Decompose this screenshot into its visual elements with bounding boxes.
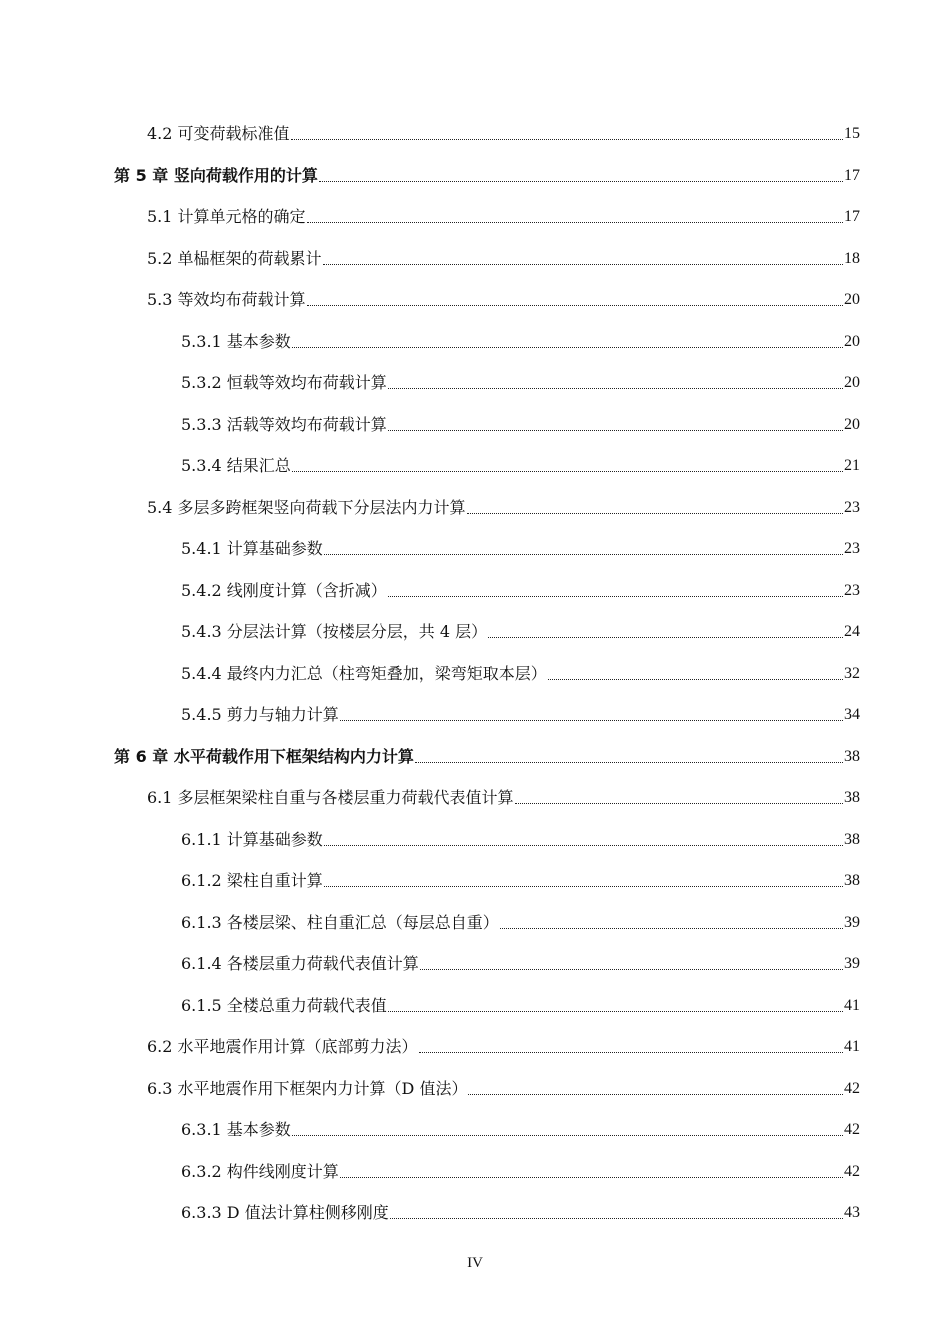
toc-entry-title: 5.4.3 分层法计算（按楼层分层，共 4 层）	[181, 622, 488, 641]
toc-leader-dots	[340, 1176, 843, 1178]
toc-section-entry[interactable]	[181, 456, 860, 476]
toc-entry-page-number: 38	[844, 830, 860, 848]
toc-entry-title: 6.1.4 各楼层重力荷载代表值计算	[181, 954, 419, 973]
toc-leader-dots	[548, 678, 843, 680]
toc-entry-title: 5.1 计算单元格的确定	[147, 207, 306, 226]
toc-leader-dots	[340, 719, 843, 721]
toc-section-entry[interactable]	[181, 332, 860, 352]
toc-entry-title: 5.4.1 计算基础参数	[181, 539, 323, 558]
toc-leader-dots	[415, 761, 843, 763]
toc-leader-dots	[291, 138, 843, 140]
toc-entry-title: 6.3.3 D 值法计算柱侧移刚度	[181, 1203, 389, 1222]
toc-leader-dots	[324, 885, 843, 887]
toc-leader-dots	[319, 180, 843, 182]
toc-section-entry[interactable]	[147, 1037, 860, 1057]
toc-section-entry[interactable]	[181, 539, 860, 559]
toc-section-entry[interactable]	[147, 124, 860, 144]
toc-section-entry[interactable]	[181, 996, 860, 1016]
toc-entry-page-number: 38	[844, 872, 860, 889]
toc-entry-page-number: 21	[844, 457, 860, 474]
toc-entry-page-number: 17	[844, 208, 860, 225]
toc-entry-page-number: 41	[844, 996, 860, 1014]
toc-entry-title: 6.3 水平地震作用下框架内力计算（D 值法）	[147, 1078, 468, 1098]
toc-leader-dots	[388, 387, 843, 389]
toc-entry-page-number: 32	[844, 664, 860, 682]
toc-section-entry[interactable]	[181, 373, 860, 393]
toc-entry-title: 5.3.1 基本参数	[181, 331, 291, 351]
toc-section-entry[interactable]	[181, 871, 860, 891]
toc-section-entry[interactable]	[181, 1203, 860, 1223]
toc-entry-page-number: 20	[844, 374, 860, 391]
toc-section-entry[interactable]	[147, 290, 860, 310]
toc-leader-dots	[292, 1134, 843, 1136]
toc-entry-page-number: 42	[844, 1162, 860, 1180]
toc-section-entry[interactable]	[147, 1079, 860, 1099]
toc-leader-dots	[515, 802, 843, 804]
toc-entry-title: 6.1.3 各楼层梁、柱自重汇总（每层总自重）	[181, 912, 499, 932]
toc-entry-title: 第 5 章 竖向荷载作用的计算	[114, 165, 318, 185]
toc-entry-title: 5.4 多层多跨框架竖向荷载下分层法内力计算	[147, 497, 466, 517]
toc-leader-dots	[388, 595, 843, 597]
toc-section-entry[interactable]	[147, 207, 860, 227]
toc-entry-page-number: 24	[844, 623, 860, 640]
toc-entry-page-number: 17	[844, 166, 860, 184]
toc-leader-dots	[324, 844, 843, 846]
toc-section-entry[interactable]	[181, 1162, 860, 1182]
toc-section-entry[interactable]	[181, 913, 860, 933]
toc-entry-title: 5.4.5 剪力与轴力计算	[181, 705, 339, 724]
toc-entry-title: 6.3.2 构件线刚度计算	[181, 1161, 339, 1181]
toc-entry-page-number: 41	[844, 1038, 860, 1055]
toc-entry-page-number: 20	[844, 332, 860, 350]
toc-entry-title: 5.2 单榀框架的荷载累计	[147, 248, 322, 268]
toc-entry-title: 5.4.4 最终内力汇总（柱弯矩叠加，梁弯矩取本层）	[181, 663, 547, 683]
toc-entry-page-number: 23	[844, 540, 860, 557]
toc-chapter-entry[interactable]	[114, 747, 860, 767]
toc-entry-title: 6.1.2 梁柱自重计算	[181, 871, 323, 890]
toc-entry-page-number: 20	[844, 415, 860, 433]
toc-entry-title: 5.3.4 结果汇总	[181, 456, 291, 475]
toc-section-entry[interactable]	[181, 705, 860, 725]
toc-leader-dots	[468, 1093, 843, 1095]
toc-leader-dots	[390, 1217, 843, 1219]
toc-leader-dots	[323, 263, 843, 265]
toc-section-entry[interactable]	[181, 1120, 860, 1140]
toc-entry-page-number: 18	[844, 249, 860, 267]
toc-section-entry[interactable]	[181, 415, 860, 435]
toc-leader-dots	[388, 1010, 843, 1012]
toc-entry-title: 6.3.1 基本参数	[181, 1120, 291, 1139]
toc-entry-page-number: 38	[844, 747, 860, 765]
toc-section-entry[interactable]	[181, 664, 860, 684]
toc-chapter-entry[interactable]	[114, 166, 860, 186]
toc-leader-dots	[419, 1051, 843, 1053]
toc-section-entry[interactable]	[181, 830, 860, 850]
toc-section-entry[interactable]	[181, 622, 860, 642]
toc-entry-page-number: 23	[844, 581, 860, 599]
toc-entry-title: 5.3 等效均布荷载计算	[147, 290, 306, 309]
toc-entry-title: 6.1 多层框架梁柱自重与各楼层重力荷载代表值计算	[147, 788, 514, 807]
toc-entry-title: 5.3.2 恒载等效均布荷载计算	[181, 373, 387, 392]
toc-leader-dots	[488, 636, 843, 638]
toc-entry-page-number: 39	[844, 955, 860, 972]
toc-leader-dots	[307, 221, 843, 223]
toc-leader-dots	[307, 304, 843, 306]
toc-section-entry[interactable]	[147, 249, 860, 269]
toc-leader-dots	[500, 927, 843, 929]
toc-entry-title: 5.4.2 线刚度计算（含折减）	[181, 580, 387, 600]
toc-entry-page-number: 43	[844, 1204, 860, 1221]
toc-entry-title: 第 6 章 水平荷载作用下框架结构内力计算	[114, 746, 414, 766]
toc-entry-title: 6.2 水平地震作用计算（底部剪力法）	[147, 1037, 418, 1056]
toc-section-entry[interactable]	[181, 954, 860, 974]
toc-leader-dots	[324, 553, 843, 555]
toc-entry-title: 4.2 可变荷载标准值	[147, 124, 290, 143]
toc-entry-title: 6.1.5 全楼总重力荷载代表值	[181, 995, 387, 1015]
toc-entry-page-number: 38	[844, 789, 860, 806]
toc-leader-dots	[292, 346, 843, 348]
toc-entry-page-number: 42	[844, 1121, 860, 1138]
toc-section-entry[interactable]	[181, 581, 860, 601]
toc-entry-title: 5.3.3 活载等效均布荷载计算	[181, 414, 387, 434]
toc-entry-page-number: 20	[844, 291, 860, 308]
toc-section-entry[interactable]	[147, 788, 860, 808]
toc-leader-dots	[292, 470, 843, 472]
toc-leader-dots	[388, 429, 843, 431]
toc-leader-dots	[420, 968, 843, 970]
footer-page-number: IV	[467, 1255, 483, 1271]
toc-leader-dots	[467, 512, 843, 514]
toc-entry-title: 6.1.1 计算基础参数	[181, 829, 323, 849]
toc-entry-page-number: 42	[844, 1079, 860, 1097]
toc-entry-page-number: 34	[844, 706, 860, 723]
toc-section-entry[interactable]	[147, 498, 860, 518]
toc-entry-page-number: 15	[844, 125, 860, 142]
toc-entry-page-number: 39	[844, 913, 860, 931]
toc-entry-page-number: 23	[844, 498, 860, 516]
